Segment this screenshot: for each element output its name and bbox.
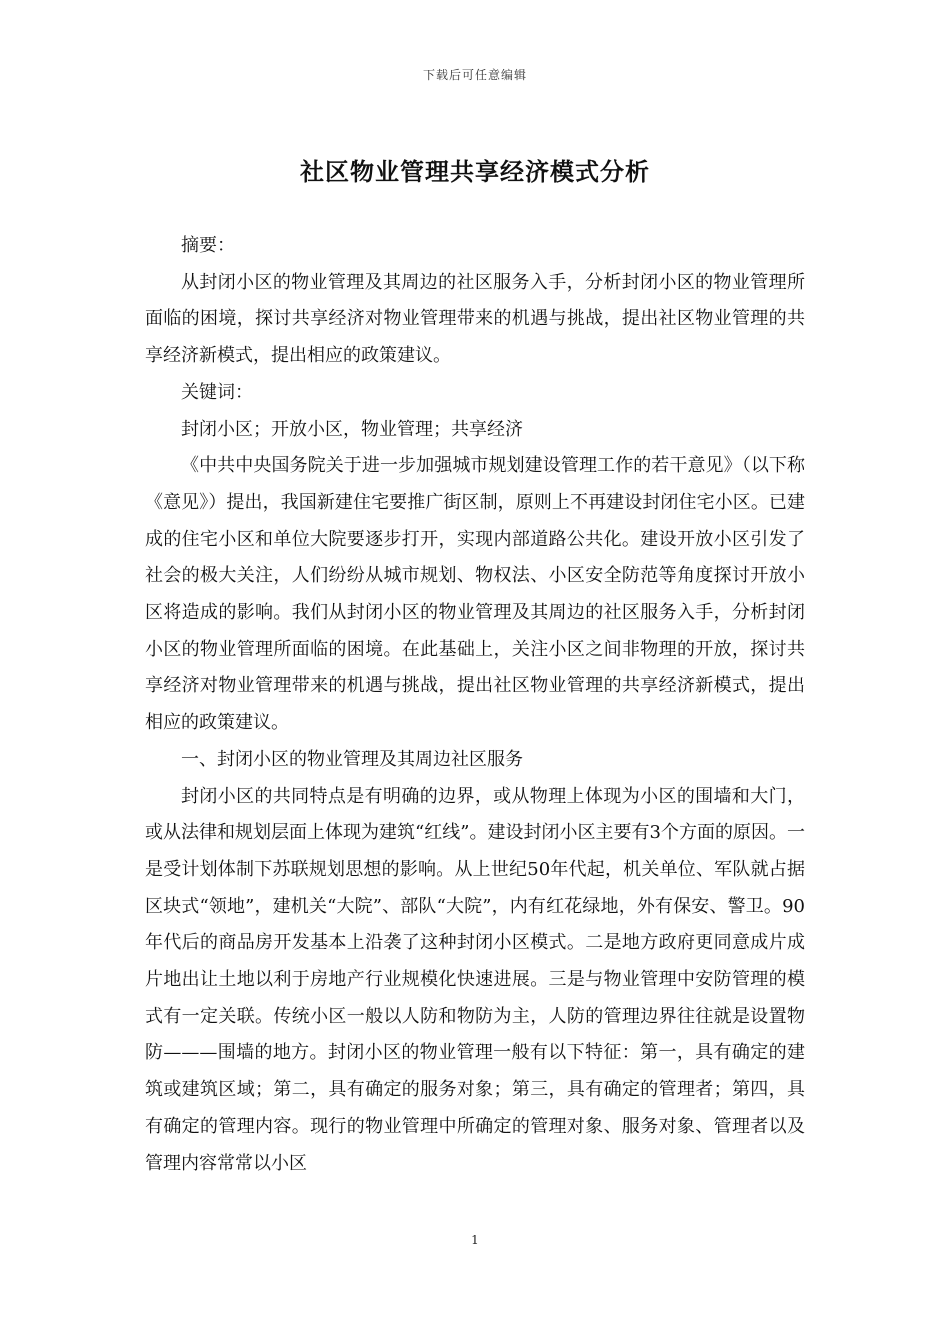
abstract-heading: 摘要： xyxy=(181,235,235,256)
keywords-heading: 关键词： xyxy=(181,381,253,403)
abstract-paragraph: 从封闭小区的物业管理及其周边的社区服务入手，分析封闭小区的物业管理所面临的困境，探讨共享经济对物业管理带来的机遇与挑战，提出社区物业管理的共享经济新模式，提出相应的政策建议。 xyxy=(145,271,805,367)
document-body xyxy=(145,228,805,1182)
document-title: 社区物业管理共享经济模式分析 xyxy=(300,158,650,186)
page-number: 1 xyxy=(471,1233,479,1247)
body-paragraph: 封闭小区的共同特点是有明确的边界，或从物理上体现为小区的围墙和大门，或从法律和规划层面上体现为建筑“红线”。建设封闭小区主要有3个方面的原因。一是受计划体制下苏联规划思想的影响。从上世纪50年代起，机关单位、军队就占据区块式“领地”，建机关“大院”、部队“大院”，内有红花绿地，外有保安、警卫。90年代后的商品房开发基本上沿袭了这种封闭小区模式。二是地方政府更同意成片成片地出让土地以利于房地产行业规模化快速进展。三是与物业管理中安防管理的模式有一定关联。传统小区一般以人防和物防为主，人防的管理边界往往就是设置物防———围墙的地方。封闭小区的物业管理一般有以下特征：第一，具有确定的建筑或建筑区域；第二，具有确定的服务对象；第三，具有确定的管理者；第四，具有确定的管理内容。现行的物业管理中所确定的管理对象、服务对象、管理者以及管理内容常常以小区 xyxy=(145,785,805,1174)
header-note: 下载后可任意编辑 xyxy=(422,68,527,82)
section-heading: 一、封闭小区的物业管理及其周边社区服务 xyxy=(181,748,523,770)
keywords-paragraph: 封闭小区；开放小区，物业管理；共享经济 xyxy=(181,418,523,440)
body-paragraph: 《中共中央国务院关于进一步加强城市规划建设管理工作的若干意见》（以下称《意见》）提出，我国新建住宅要推广街区制，原则上不再建设封闭住宅小区。已建成的住宅小区和单位大院要逐步打开，实现内部道路公共化。建设开放小区引发了社会的极大关注，人们纷纷从城市规划、物权法、小区安全防范等角度探讨开放小区将造成的影响。我们从封闭小区的物业管理及其周边的社区服务入手，分析封闭小区的物业管理所面临的困境。在此基础上，关注小区之间非物理的开放，探讨共享经济对物业管理带来的机遇与挑战，提出社区物业管理的共享经济新模式，提出相应的政策建议。 xyxy=(145,455,805,734)
